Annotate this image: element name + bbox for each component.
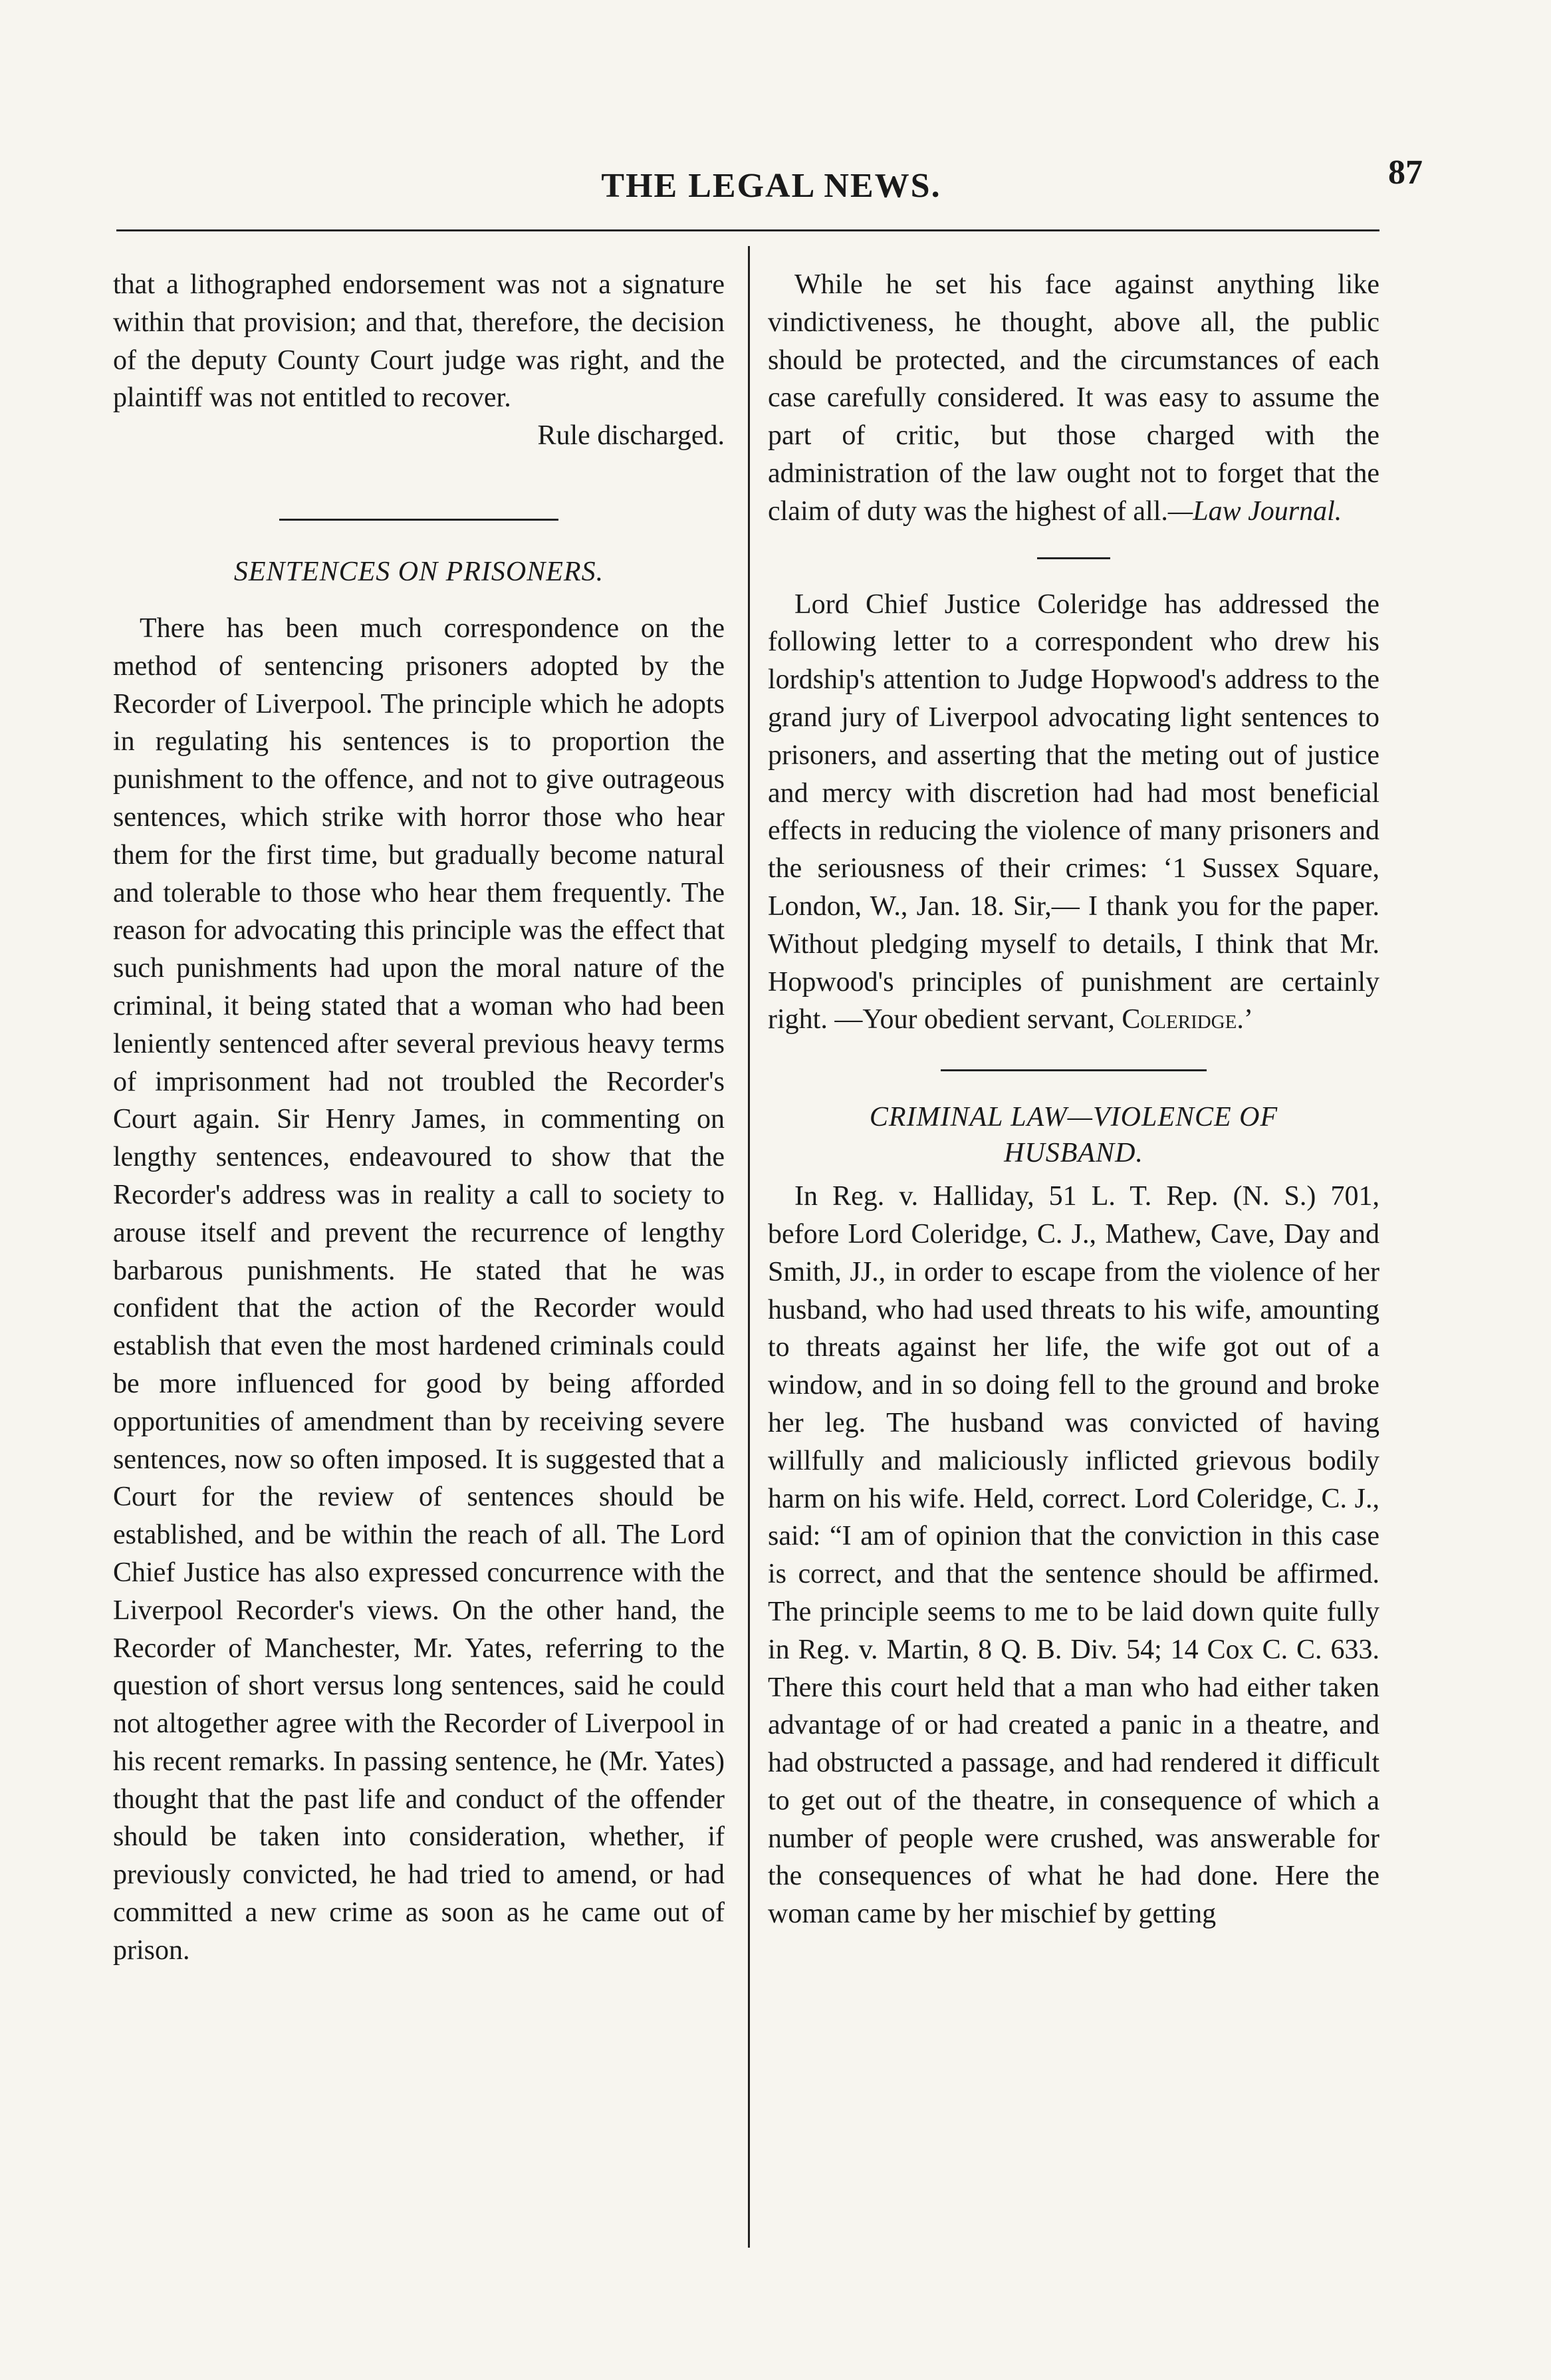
section-heading-sentences: SENTENCES ON PRISONERS. [233, 556, 604, 587]
left-column [113, 266, 725, 1970]
section-heading-criminal-law-line1: CRIMINAL LAW—VIOLENCE OF [869, 1102, 1278, 1133]
coleridge-paragraph [768, 586, 1379, 1039]
page-header [106, 153, 1436, 213]
coleridge-letter-text: Lord Chief Justice Coleridge has addressed the following letter to a correspondent who drew his lordship's attention to Judge Hopwood's address to the grand jury of Liverpool advocating light sentences to prisoners, and asserting that the meting out of justice and mercy with discretion had had most beneficial effects in reducing the violence of many prisoners and the seriousness of their crimes: ‘1 Sussex Square, London, W., Jan. 18. Sir,— I thank you for the paper. Without pledging myself to details, I think that Mr. Hopwood's principles of punishment are certainly right. —Your obedient servant, [768, 589, 1379, 1035]
law-journal-source: —Law Journal. [1167, 495, 1342, 527]
criminal-law-paragraph: In Reg. v. Halliday, 51 L. T. Rep. (N. S.) 701, before Lord Coleridge, C. J., Mathew, Cave, Day and Smith, JJ., in order to escape from the violence of her husband, who had used threats to his wife, amounting to threats against her life, the wife got out of a window, and in so doing fell to the ground and broke her leg. The husband was convicted of having willfully and maliciously inflicted grievous bodily harm on his wife. Held, correct. Lord Coleridge, C. J., said: “I am of opinion that the conviction in this case is correct, and that the sentence should be affirmed. The principle seems to me to be laid down quite fully in Reg. v. Martin, 8 Q. B. Div. 54; 14 Cox C. C. 633. There this court held that a man who had either taken advantage of or had created a panic in a theatre, and had obstructed a passage, and had rendered it difficult to get out of the theatre, in consequence of which a number of people were crushed, was answerable for the consequences of what he had done. Here the woman came by her mischief by getting [768, 1181, 1379, 1930]
short-rule [1037, 557, 1110, 559]
continuation-paragraph [768, 266, 1379, 531]
page-number: 87 [1388, 154, 1423, 192]
rule-discharged: Rule discharged. [537, 420, 725, 452]
coleridge-signature: Coleridge.’ [1122, 1004, 1253, 1035]
section-rule [279, 519, 558, 521]
column-divider [748, 246, 750, 2248]
section-rule [941, 1069, 1207, 1071]
intro-paragraph: that a lithographed endorsement was not a signature within that provision; and that, therefore, the decision of the deputy County Court judge was right, and the plaintiff was not entitled to recover. [113, 269, 725, 414]
section-heading-criminal-law-line2: HUSBAND. [1004, 1138, 1143, 1169]
sentences-paragraph: There has been much correspondence on the method of sentencing prisoners adopted by the Recorder of Liverpool. The principle which he adopts in regulating his sentences is to proportion the punishment to the offence, and not to give outrageous sentences, which strike with horror those who hear them for the first time, but gradually become natural and tolerable to those who hear them frequently. The reason for advocating this principle was the effect that such punishments had upon the moral nature of the criminal, it being stated that a woman who had been leniently sentenced after several previous heavy terms of imprisonment had not troubled the Recorder's Court again. Sir Henry James, in commenting on lengthy sentences, endeavoured to show that the Recorder's address was in reality a call to society to arouse itself and prevent the recurrence of lengthy barbarous punishments. He stated that he was confident that the action of the Recorder would establish that even the most hardened criminals could be more influenced for good by being afforded opportunities of amendment than by receiving severe sentences, now so often imposed. It is suggested that a Court for the review of sentences should be established, and be within the reach of all. The Lord Chief Justice has also expressed concurrence with the Liverpool Recorder's views. On the other hand, the Recorder of Manchester, Mr. Yates, referring to the question of short versus long sentences, said he could not altogether agree with the Recorder of Liverpool in his recent remarks. In passing sentence, he (Mr. Yates) thought that the past life and conduct of the offender should be taken into consideration, whether, if previously convicted, he had tried to amend, or had committed a new crime as soon as he came out of prison. [113, 612, 725, 1966]
continuation-text: While he set his face against anything like vindictiveness, he thought, above all, the public should be protected, and the circumstances of each case carefully considered. It was easy to assume the part of critic, but those charged with the administration of the law ought not to forget that the claim of duty was the highest of all. [768, 269, 1379, 527]
publication-title: THE LEGAL NEWS. [601, 167, 941, 205]
header-rule [116, 229, 1379, 231]
right-column [768, 266, 1379, 1933]
